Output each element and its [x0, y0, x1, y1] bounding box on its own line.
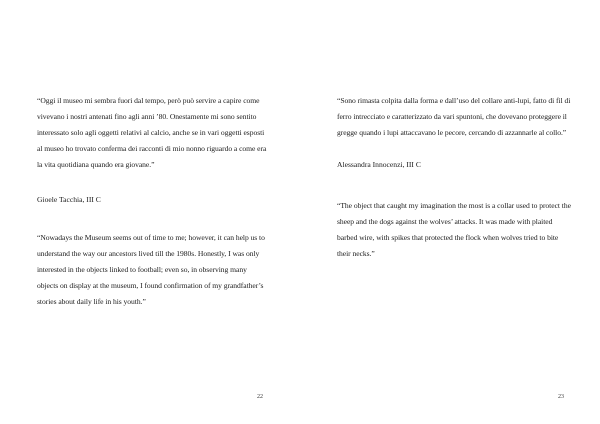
italian-quote-left: “Oggi il museo mi sembra fuori dal tempo, però può servire a capire come vivevano i nostri antenati fino agli anni ’80. Onestamente mi sono sentito interessato solo agli oggetti relativi al calcio, anche se in vari oggetti esposti al museo ho trovato conferma dei racconti di mio nonno riguardo a come era la vita quotidiana quando era giovane.”	[37, 96, 267, 169]
italian-quote-block-right	[337, 93, 573, 141]
italian-quote-block-left	[37, 93, 269, 173]
english-quote-right: “The object that caught my imagination the most is a collar used to protect the sheep and the dogs against the wolves’ attacks. It was made with plaited barbed wire, with spikes that protected the flock when wolves tried to bite their necks.”	[337, 201, 571, 258]
english-quote-block-left	[37, 230, 269, 310]
right-page	[300, 0, 600, 424]
italian-quote-right: “Sono rimasta colpita dalla forma e dall’uso del collare anti-lupi, fatto di fil di ferro intrecciato e caratterizzato da vari spuntoni, che dovevano proteggere il gregge quando i lupi attaccavano le pecore, cercando di azzannarle al collo.”	[337, 96, 571, 137]
english-quote-left: “Nowadays the Museum seems out of time to me; however, it can help us to understand the way our ancestors lived till the 1980s. Honestly, I was only interested in the objects linked to football; even so, in observing many objects on display at the museum, I found confirmation of my grandfather’s stories about daily life in his youth.”	[37, 233, 265, 306]
english-quote-block-right	[337, 198, 573, 262]
author-left: Gioele Tacchia, III C	[37, 195, 101, 204]
page-number-left: 22	[257, 394, 263, 400]
page-number-right: 23	[558, 394, 564, 400]
author-right: Alessandra Innocenzi, III C	[337, 160, 421, 169]
